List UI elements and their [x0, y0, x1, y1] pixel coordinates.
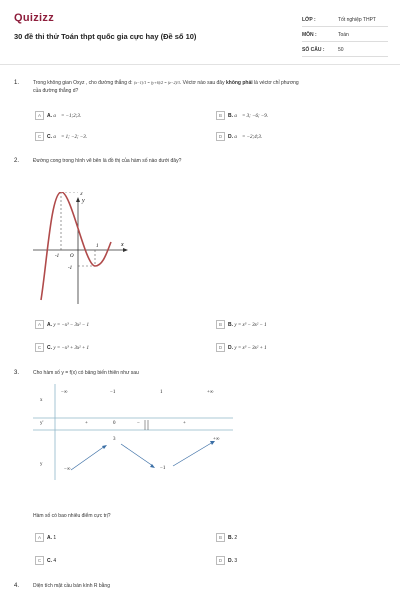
option-letter-box: B — [216, 533, 225, 542]
question-number: 3. — [14, 370, 20, 376]
meta-class-value: Tốt nghiệp THPT — [338, 17, 376, 23]
question-number: 2. — [14, 158, 20, 164]
tick-label-3: 3 — [80, 192, 83, 197]
option-a[interactable] — [35, 320, 89, 329]
option-label: C. y = −x³ + 3x² + 1 — [47, 344, 90, 351]
option-a[interactable] — [35, 111, 81, 120]
decrease-arrow — [121, 444, 153, 466]
question-number: 4. — [14, 583, 20, 589]
origin-label: O — [70, 254, 74, 259]
option-letter-box: A — [35, 320, 44, 329]
tick-label-neg1-x: -1 — [55, 254, 60, 259]
option-letter-box: C — [35, 556, 44, 565]
row-label-yprime: y' — [40, 421, 44, 426]
x-axis-arrow-icon — [123, 248, 128, 252]
x-value: 1 — [160, 390, 163, 395]
y-value: −∞ — [64, 467, 71, 472]
option-letter-box: A — [35, 111, 44, 120]
increase-arrow — [71, 446, 105, 470]
question-text: Diện tích mặt cầu bán kính R bằng — [33, 583, 110, 589]
meta-divider — [302, 41, 388, 42]
option-d[interactable] — [216, 132, 262, 141]
option-label: C. 4 — [47, 557, 57, 564]
function-curve — [41, 192, 111, 300]
option-label: D. y = x³ − 3x² + 1 — [228, 344, 267, 351]
meta-class-label: LỚP : — [302, 17, 316, 23]
x-value: −1 — [110, 390, 116, 395]
option-label: B. y = x³ − 3x² − 1 — [228, 321, 267, 328]
meta-subject-label: MÔN : — [302, 32, 317, 38]
question-text: Cho hàm số y = f(x) có bảng biến thiên như sau — [33, 370, 139, 376]
increase-arrow — [173, 442, 213, 466]
option-letter-box: D — [216, 556, 225, 565]
x-value: −∞ — [61, 390, 68, 395]
question-number: 1. — [14, 80, 20, 86]
yprime-sign: 0 — [113, 421, 116, 426]
question-text: Trong không gian Oxyz , cho đường thẳng d: (x−1)/1 = (y+6)/2 = (z−2)/3. Véctơ nào sau đây không phải là véctơ chỉ phương của đường thẳng d? — [33, 80, 299, 94]
y-axis-label: y — [82, 198, 85, 204]
option-label: A. a⃗ = −1;2;3. — [47, 112, 82, 119]
option-letter-box: A — [35, 533, 44, 542]
meta-subject-value: Toán — [338, 32, 349, 38]
quizizz-logo: Quizizz — [14, 12, 54, 24]
option-d[interactable] — [216, 343, 267, 352]
tick-label-neg1-y: -1 — [68, 266, 73, 271]
yprime-sign: − — [137, 421, 140, 426]
option-label: C. a⃗ = 1; −2; −3. — [47, 133, 87, 140]
option-label: B. 2 — [228, 534, 238, 541]
x-axis-label: x — [121, 242, 124, 248]
meta-count-value: 50 — [338, 47, 344, 53]
option-label: B. a⃗ = 3; −6; −9. — [228, 112, 268, 119]
option-letter-box: D — [216, 132, 225, 141]
y-value: +∞ — [213, 437, 220, 442]
variation-table — [33, 384, 233, 484]
cubic-graph — [33, 192, 133, 304]
x-value: +∞ — [207, 390, 214, 395]
option-c[interactable] — [35, 343, 89, 352]
option-d[interactable] — [216, 556, 237, 565]
meta-divider — [302, 56, 388, 57]
yprime-sign: + — [85, 421, 88, 426]
option-letter-box: C — [35, 132, 44, 141]
option-letter-box: B — [216, 111, 225, 120]
y-value: 3 — [113, 437, 116, 442]
option-b[interactable] — [216, 533, 237, 542]
option-c[interactable] — [35, 556, 56, 565]
option-letter-box: C — [35, 343, 44, 352]
sub-question-text: Hàm số có bao nhiêu điểm cực trị? — [33, 513, 111, 519]
option-b[interactable] — [216, 111, 268, 120]
question-text: Đường cong trong hình vẽ bên là đồ thị của hàm số nào dưới đây? — [33, 158, 182, 164]
y-value: −1 — [160, 466, 166, 471]
option-a[interactable] — [35, 533, 56, 542]
header-divider — [0, 64, 400, 65]
option-label: D. 3 — [228, 557, 238, 564]
option-label: A. 1 — [47, 534, 57, 541]
y-axis-arrow-icon — [76, 197, 80, 202]
yprime-sign: + — [183, 421, 186, 426]
row-label-y: y — [40, 462, 43, 467]
arrow-head-icon — [102, 445, 107, 449]
option-b[interactable] — [216, 320, 267, 329]
meta-count-label: SỐ CÂU : — [302, 47, 325, 53]
page-title: 30 đề thi thử Toán thpt quốc gia cực hay (Đề số 10) — [14, 32, 197, 41]
row-label-x: x — [40, 398, 43, 403]
option-letter-box: D — [216, 343, 225, 352]
tick-label-1: 1 — [96, 244, 99, 249]
meta-divider — [302, 26, 388, 27]
option-label: D. a⃗ = −2;4;3. — [228, 133, 263, 140]
option-label: A. y = −x³ − 3x² − 1 — [47, 321, 90, 328]
option-letter-box: B — [216, 320, 225, 329]
option-c[interactable] — [35, 132, 87, 141]
